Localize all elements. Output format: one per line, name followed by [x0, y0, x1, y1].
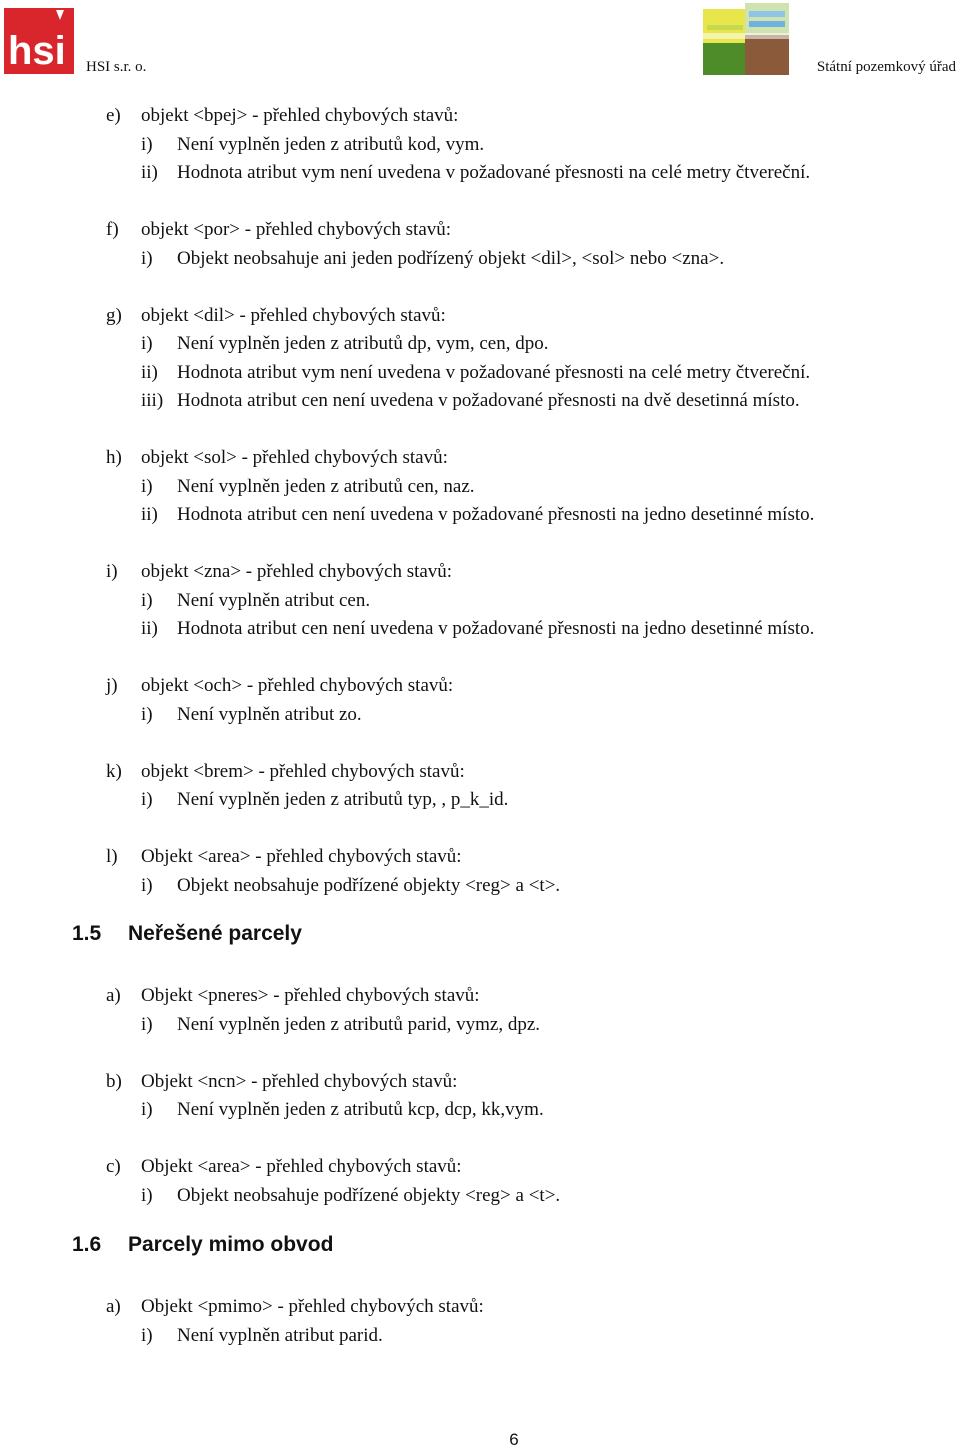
sub-list-item-text: Hodnota atribut vym není uvedena v požadované přesnosti na celé metry čtvereční. — [177, 162, 811, 183]
sub-list-item-label: iii) — [141, 390, 164, 411]
sub-list-item-text: Objekt neobsahuje podřízené objekty <reg> a <t>. — [177, 1184, 561, 1206]
sub-list-item-text: Není vyplněn atribut zo. — [177, 703, 362, 725]
sub-list-item-label: i) — [141, 333, 153, 354]
sub-list-item-text: Hodnota atribut cen není uvedena v požadované přesnosti na dvě desetinná místo. — [177, 390, 800, 411]
list-item-label: g) — [106, 304, 122, 326]
list-item-text: objekt <brem> - přehled chybových stavů: — [141, 760, 465, 782]
list-item-label: a) — [106, 985, 121, 1006]
list-item-text: objekt <por> - přehled chybových stavů: — [141, 219, 452, 240]
sub-list-item-text: Objekt neobsahuje podřízené objekty <reg> a <t>. — [177, 874, 561, 896]
list-item-text: objekt <bpej> - přehled chybových stavů: — [141, 105, 459, 126]
sub-list-item-label: i) — [141, 1324, 153, 1346]
list-item-label: h) — [106, 447, 122, 468]
sub-list-item-label: i) — [141, 247, 153, 269]
sub-list-item-text: Není vyplněn atribut cen. — [177, 589, 371, 611]
list-item-label: f) — [106, 219, 119, 240]
sub-list-item-text: Není vyplněn jeden z atributů kcp, dcp, kk,vym. — [177, 1099, 544, 1120]
sub-list-item-text: Hodnota atribut vym není uvedena v požadované přesnosti na celé metry čtvereční. — [177, 361, 811, 383]
sub-list-item-label: i) — [141, 1013, 153, 1035]
sub-list-item-label: i) — [141, 703, 153, 725]
list-item-label: j) — [106, 675, 118, 696]
page-number: 6 — [509, 1430, 519, 1449]
sub-list-item-text: Není vyplněn jeden z atributů cen, naz. — [177, 475, 475, 497]
section-title: Parcely mimo obvod — [128, 1233, 334, 1256]
list-item-label: l) — [106, 846, 118, 867]
list-item-text: objekt <sol> - přehled chybových stavů: — [141, 447, 448, 468]
list-item-text: objekt <dil> - přehled chybových stavů: — [141, 304, 446, 326]
list-item-text: Objekt <pneres> - přehled chybových stavů: — [141, 985, 480, 1006]
sub-list-item-label: i) — [141, 1184, 153, 1206]
list-item-label: b) — [106, 1070, 122, 1092]
sub-list-item-text: Není vyplněn jeden z atributů kod, vym. — [177, 133, 485, 155]
office-name: Státní pozemkový úřad — [816, 59, 956, 75]
sub-list-item-text: Není vyplněn atribut parid. — [177, 1324, 383, 1346]
sub-list-item-text: Není vyplněn jeden z atributů parid, vymz, dpz. — [177, 1013, 541, 1035]
list-item-label: c) — [106, 1156, 121, 1177]
sub-list-item-label: i) — [141, 1099, 153, 1120]
section-number: 1.5 — [72, 922, 102, 945]
sub-list-item-text: Není vyplněn jeden z atributů dp, vym, cen, dpo. — [177, 333, 549, 354]
sub-list-item-label: i) — [141, 475, 153, 497]
list-item-text: objekt <zna> - přehled chybových stavů: — [141, 561, 453, 582]
list-item-label: i) — [106, 561, 118, 582]
sub-list-item-label: ii) — [141, 361, 158, 383]
sub-list-item-label: ii) — [141, 162, 158, 183]
spu-logo — [703, 3, 789, 75]
sub-list-item-label: i) — [141, 874, 153, 896]
svg-text:hsi: hsi — [8, 29, 66, 73]
list-item-text: Objekt <area> - přehled chybových stavů: — [141, 1156, 462, 1177]
list-item-text: Objekt <area> - přehled chybových stavů: — [141, 846, 462, 867]
company-name: HSI s.r. o. — [86, 59, 147, 75]
sub-list-item-label: ii) — [141, 504, 158, 525]
hsi-logo — [4, 8, 74, 74]
list-item-text: Objekt <ncn> - přehled chybových stavů: — [141, 1070, 458, 1092]
list-item-text: Objekt <pmimo> - přehled chybových stavů: — [141, 1296, 484, 1317]
sub-list-item-label: i) — [141, 789, 153, 810]
section-number: 1.6 — [72, 1233, 102, 1256]
sub-list-item-text: Hodnota atribut cen není uvedena v požadované přesnosti na jedno desetinné místo. — [177, 504, 815, 525]
sub-list-item-label: i) — [141, 133, 153, 155]
sub-list-item-text: Objekt neobsahuje ani jeden podřízený objekt <dil>, <sol> nebo <zna>. — [177, 247, 725, 269]
sub-list-item-label: ii) — [141, 618, 158, 639]
sub-list-item-text: Hodnota atribut cen není uvedena v požadované přesnosti na jedno desetinné místo. — [177, 618, 815, 639]
list-item-label: e) — [106, 105, 121, 126]
list-item-text: objekt <och> - přehled chybových stavů: — [141, 675, 454, 696]
page-header — [0, 0, 960, 90]
sub-list-item-text: Není vyplněn jeden z atributů typ, , p_k_id. — [177, 789, 509, 810]
list-item-label: a) — [106, 1296, 121, 1317]
section-title: Neřešené parcely — [128, 922, 302, 945]
sub-list-item-label: i) — [141, 589, 153, 611]
list-item-label: k) — [106, 760, 122, 782]
